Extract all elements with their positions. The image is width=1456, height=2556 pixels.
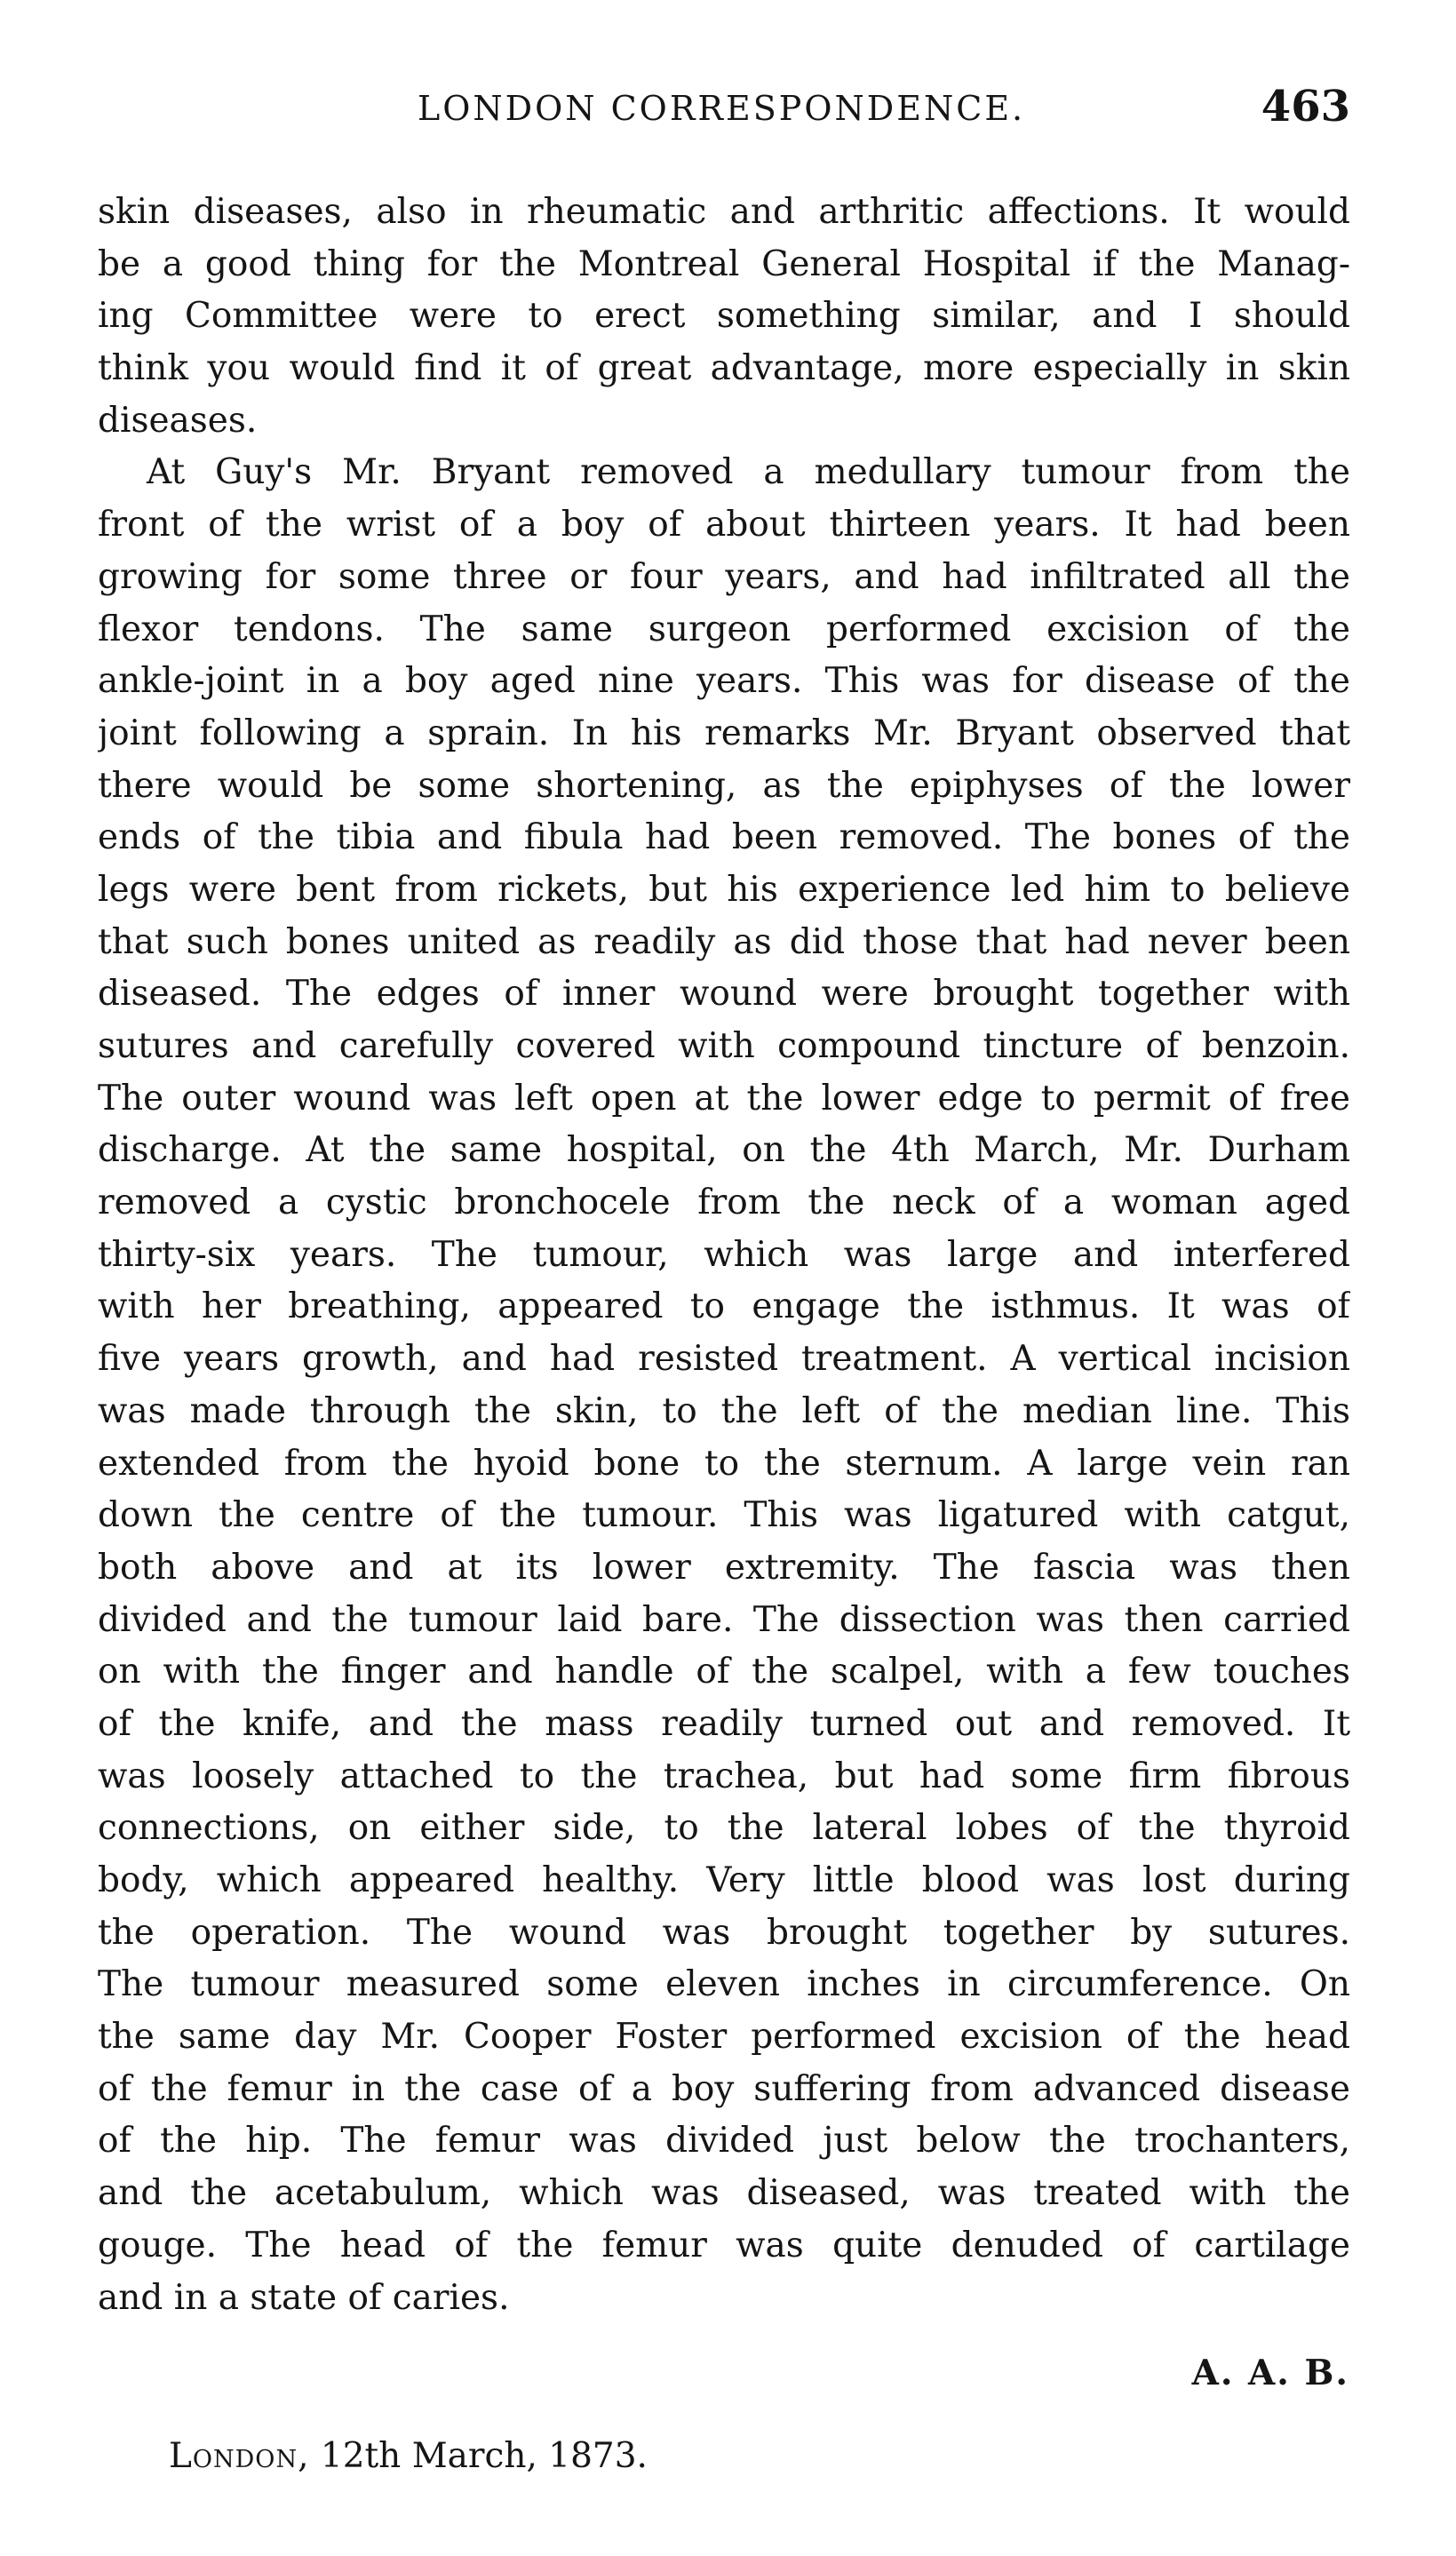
text-line: was made through the skin, to the left of the median line. This bbox=[98, 1390, 1350, 1431]
body-text bbox=[98, 187, 1350, 2324]
text-line: diseased. The edges of inner wound were brought together with bbox=[98, 974, 1350, 1015]
text-line: ankle-joint in a boy aged nine years. This was for disease of the bbox=[98, 661, 1350, 702]
text-line: and in a state of caries. bbox=[98, 2277, 510, 2318]
text-line: was loosely attached to the trachea, but had some firm fibrous bbox=[98, 1756, 1350, 1796]
text-line: discharge. At the same hospital, on the 4th March, Mr. Durham bbox=[98, 1130, 1350, 1171]
text-line: body, which appeared healthy. Very little blood was lost during bbox=[98, 1860, 1350, 1900]
text-line: both above and at its lower extremity. The fascia was then bbox=[98, 1547, 1350, 1588]
running-head bbox=[98, 82, 1350, 144]
text-line: of the femur in the case of a boy suffering from advanced disease bbox=[98, 2068, 1350, 2109]
text-line: thirty-six years. The tumour, which was large and interfered bbox=[98, 1234, 1350, 1275]
text-line: and the acetabulum, which was diseased, was treated with the bbox=[98, 2173, 1350, 2214]
text-line: divided and the tumour laid bare. The dissection was then carried bbox=[98, 1599, 1350, 1640]
text-line: The outer wound was left open at the lower edge to permit of free bbox=[98, 1078, 1350, 1119]
text-line: think you would find it of great advantage, more especially in skin bbox=[98, 348, 1350, 389]
text-line: front of the wrist of a boy of about thirteen years. It had been bbox=[98, 505, 1350, 545]
text-line: ing Committee were to erect something similar, and I should bbox=[98, 296, 1350, 337]
text-line: of the hip. The femur was divided just below the trochanters, bbox=[98, 2121, 1350, 2162]
text-line: with her breathing, appeared to engage the isthmus. It was of bbox=[98, 1286, 1350, 1327]
text-line: removed a cystic bronchocele from the neck of a woman aged bbox=[98, 1182, 1350, 1223]
text-line: diseases. bbox=[98, 400, 258, 441]
text-line: At Guy's Mr. Bryant removed a medullary tumour from the bbox=[147, 452, 1350, 493]
text-line: on with the finger and handle of the scalpel, with a few touches bbox=[98, 1652, 1350, 1692]
running-title: LONDON CORRESPONDENCE. bbox=[418, 89, 1026, 128]
text-line: the operation. The wound was brought together by sutures. bbox=[98, 1912, 1350, 1953]
text-line: The tumour measured some eleven inches in circumference. On bbox=[98, 1964, 1350, 2005]
text-line: legs were bent from rickets, but his experience led him to believe bbox=[98, 869, 1350, 910]
text-line: five years growth, and had resisted treatment. A vertical incision bbox=[98, 1339, 1350, 1380]
text-line: joint following a sprain. In his remarks Mr. Bryant observed that bbox=[98, 713, 1350, 753]
text-line: gouge. The head of the femur was quite denuded of cartilage bbox=[98, 2225, 1350, 2265]
text-line: ends of the tibia and fibula had been removed. The bones of the bbox=[98, 817, 1350, 858]
text-line: sutures and carefully covered with compound tincture of benzoin. bbox=[98, 1026, 1350, 1066]
dateline bbox=[169, 2436, 648, 2476]
text-line: there would be some shortening, as the epiphyses of the lower bbox=[98, 765, 1350, 806]
text-line: down the centre of the tumour. This was ligatured with catgut, bbox=[98, 1495, 1350, 1536]
text-line: skin diseases, also in rheumatic and arthritic affections. It would bbox=[98, 192, 1350, 232]
text-line: growing for some three or four years, and had infiltrated all the bbox=[98, 556, 1350, 597]
dateline-date: 12th March, 1873. bbox=[320, 2436, 648, 2476]
text-line: flexor tendons. The same surgeon performed excision of the bbox=[98, 609, 1350, 649]
text-line: that such bones united as readily as did those that had never been bbox=[98, 921, 1350, 962]
text-line: of the knife, and the mass readily turned out and removed. It bbox=[98, 1703, 1350, 1744]
text-line: the same day Mr. Cooper Foster performed excision of the head bbox=[98, 2017, 1350, 2058]
page-number: 463 bbox=[1261, 82, 1350, 131]
text-line: be a good thing for the Montreal General Hospital if the Manag- bbox=[98, 243, 1350, 284]
text-line: extended from the hyoid bone to the sternum. A large vein ran bbox=[98, 1443, 1350, 1484]
dateline-place: London, bbox=[169, 2436, 310, 2476]
author-signature: A. A. B. bbox=[1191, 2353, 1349, 2393]
text-line: connections, on either side, to the lateral lobes of the thyroid bbox=[98, 1808, 1350, 1849]
